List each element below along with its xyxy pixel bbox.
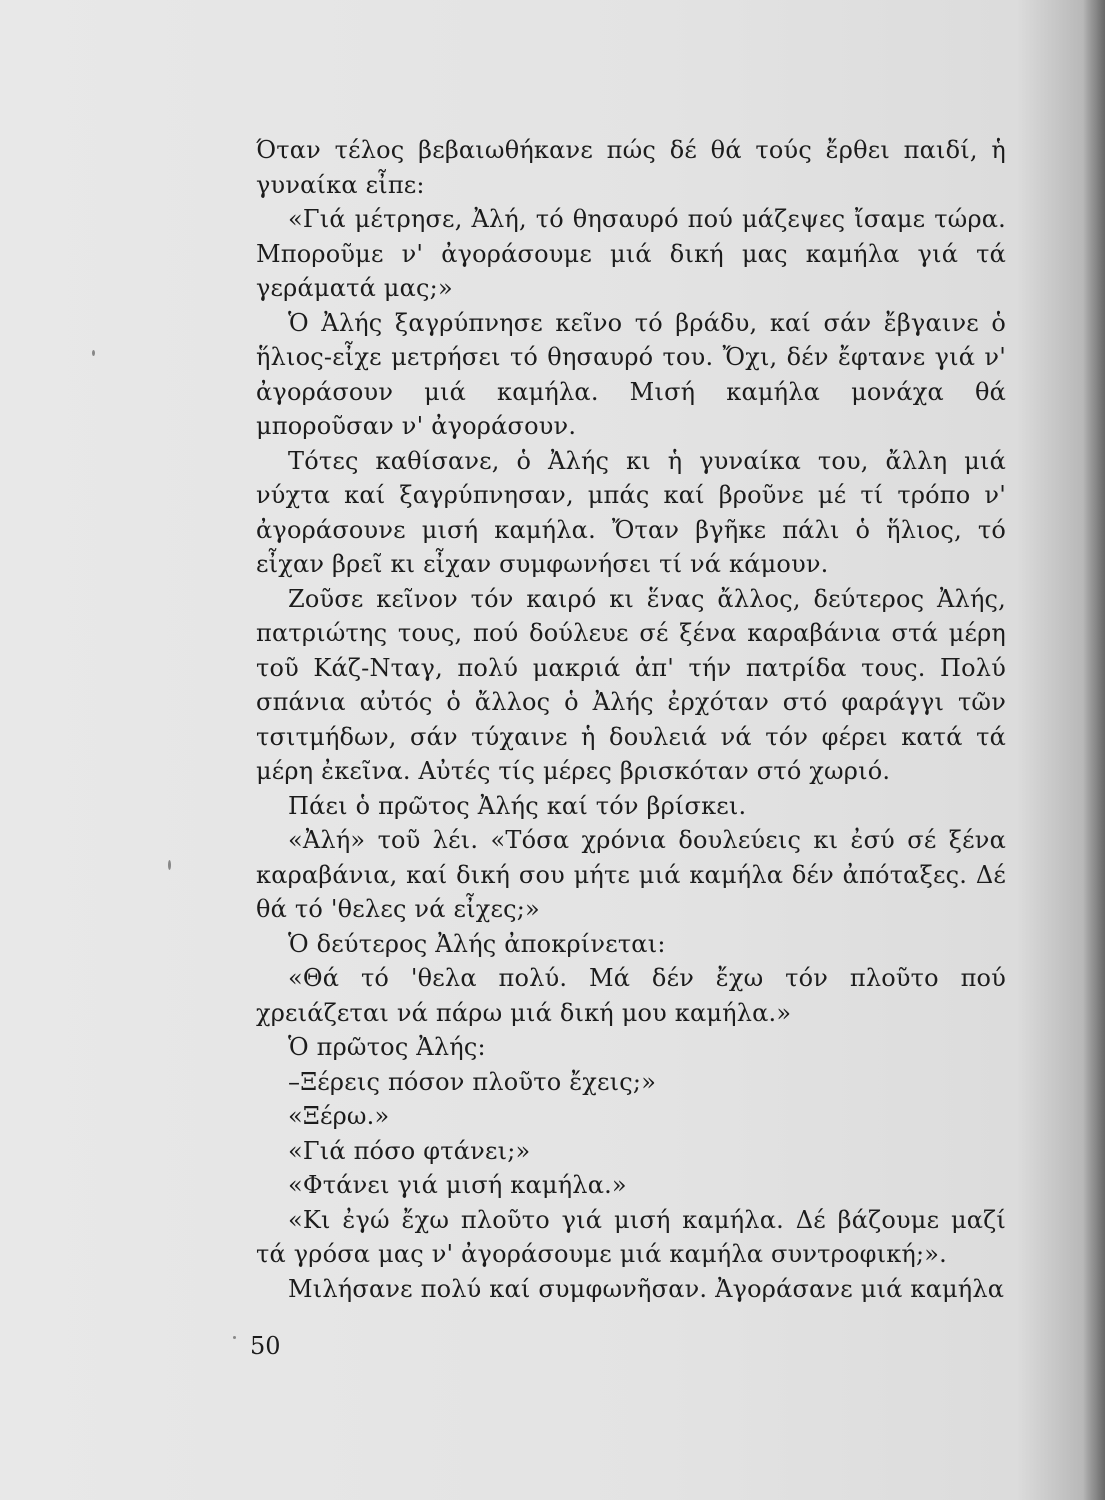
body-text: [256, 133, 1006, 1306]
scan-speck: [168, 860, 171, 870]
paragraph-1: Όταν τέλος βεβαιωθήκανε πώς δέ θά τούς ἔρθει παιδί, ἡ γυναίκα εἶπε:: [256, 136, 1006, 199]
paragraph-9: «Θά τό 'θελα πολύ. Μά δέν ἔχω τόν πλοῦτο πού χρειάζεται νά πάρω μιά δική μου καμήλα.»: [256, 964, 1006, 1027]
paragraph-5: Ζοῦσε κεῖνον τόν καιρό κι ἕνας ἄλλος, δεύτερος Ἀλής, πατριώτης τους, πού δούλευε σέ ξένα καραβάνια στά μέρη τοῦ Κάζ-Νταγ, πολύ μακριά ἀπ' τήν πατρίδα τους. Πολύ σπάνια αὐτός ὁ ἄλλος ὁ Ἀλής ἐρχόταν στό φαράγγι τῶν τσιτμήδων, σάν τύχαινε ἡ δουλειά νά τόν φέρει κατά τά μέρη ἐκεῖνα. Αὐτές τίς μέρες βρισκόταν στό χωριό.: [256, 584, 1006, 785]
scan-speck: [92, 350, 95, 356]
paragraph-4: Τότες καθίσανε, ὁ Ἀλής κι ἡ γυναίκα του, ἄλλη μιά νύχτα καί ξαγρύπνησαν, μπάς καί βροῦνε μέ τί τρόπο ν' ἀγοράσουνε μισή καμήλα. Ὄταν βγῆκε πάλι ὁ ἥλιος, τό εἶχαν βρεῖ κι εἶχαν συμφωνήσει τί νά κάμουν.: [256, 446, 1006, 578]
paragraph-11: –Ξέρεις πόσον πλοῦτο ἔχεις;»: [288, 1067, 657, 1096]
paragraph-2: «Γιά μέτρησε, Ἀλή, τό θησαυρό πού μάζεψες ἴσαμε τώρα. Μποροῦμε ν' ἀγοράσουμε μιά δική μας καμήλα γιά τά γεράματά μας;»: [256, 205, 1006, 302]
paragraph-8: Ὁ δεύτερος Ἀλής ἀποκρίνεται:: [288, 929, 666, 958]
paragraph-7: «Ἀλή» τοῦ λέι. «Τόσα χρόνια δουλεύεις κι ἐσύ σέ ξένα καραβάνια, καί δική σου μήτε μιά καμήλα δέν ἀπόταξες. Δέ θά τό 'θελες νά εἶχες;»: [256, 826, 1006, 923]
paragraph-3: Ὁ Ἀλής ξαγρύπνησε κεῖνο τό βράδυ, καί σάν ἔβγαινε ὁ ἥλιος-εἶχε μετρήσει τό θησαυρό του. Ὄχι, δέν ἔφτανε γιά ν' ἀγοράσουν μιά καμήλα. Μισή καμήλα μονάχα θά μποροῦσαν ν' ἀγοράσουν.: [256, 308, 1006, 440]
paragraph-16: Μιλήσανε πολύ καί συμφωνῆσαν. Ἀγοράσανε μιά καμήλα: [288, 1274, 1005, 1303]
paragraph-14: «Φτάνει γιά μισή καμήλα.»: [288, 1171, 627, 1199]
binding-shadow: [1083, 0, 1105, 1500]
paragraph-10: Ὁ πρῶτος Ἀλής:: [288, 1033, 486, 1061]
scan-speck: [233, 1336, 236, 1339]
paragraph-6: Πάει ὁ πρῶτος Ἀλής καί τόν βρίσκει.: [288, 791, 747, 820]
paragraph-13: «Γιά πόσο φτάνει;»: [288, 1136, 531, 1165]
paragraph-15: «Κι ἐγώ ἔχω πλοῦτο γιά μισή καμήλα. Δέ βάζουμε μαζί τά γρόσα μας ν' ἀγοράσουμε μιά καμήλα συντροφική;».: [256, 1205, 1006, 1268]
page-number: 50: [250, 1332, 281, 1360]
paragraph-12: «Ξέρω.»: [288, 1102, 390, 1130]
